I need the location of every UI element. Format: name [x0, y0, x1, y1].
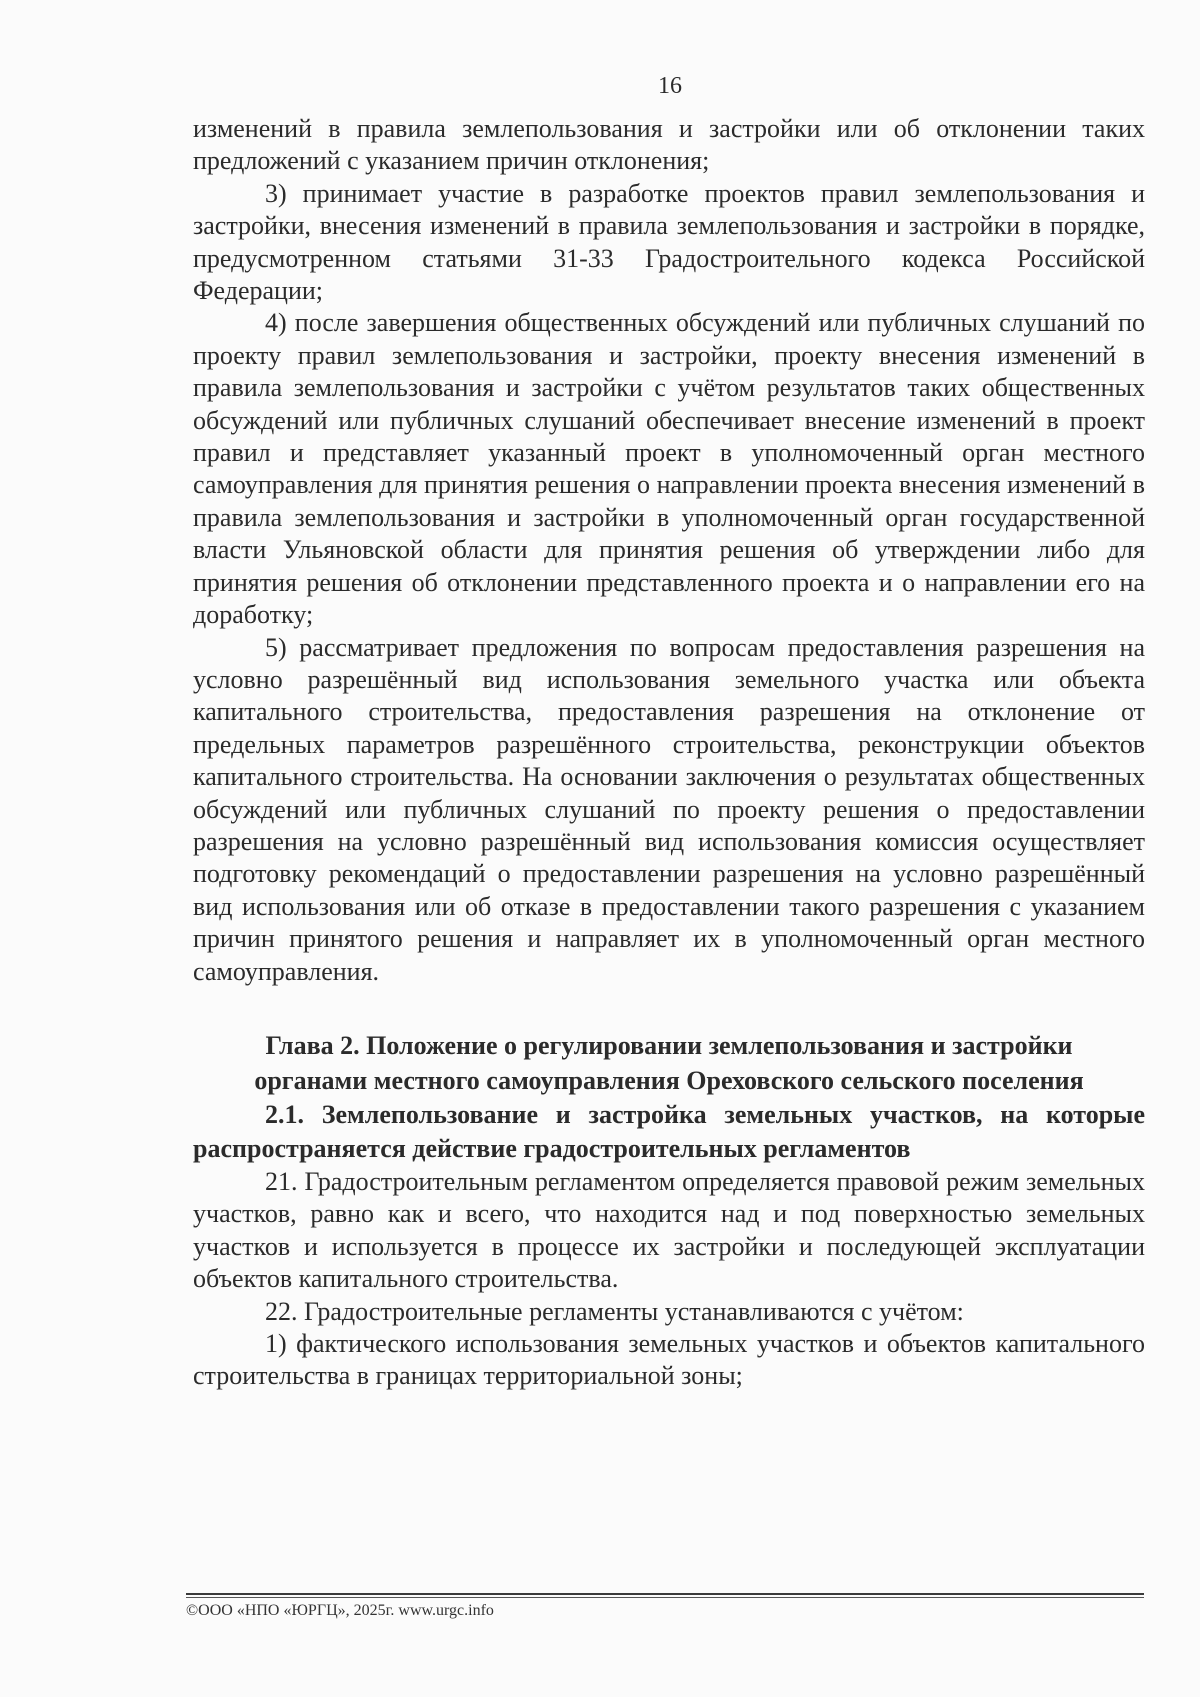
- section-heading: 2.1. Землепользование и застройка земельных участков, на которые распространяется действие градостроительных регламентов: [193, 1099, 1145, 1163]
- chapter-heading-line1: Глава 2. Положение о регулировании землепользования и застройки: [265, 1030, 1073, 1060]
- chapter-heading-line2: органами местного самоуправления Ореховского сельского поселения: [254, 1065, 1084, 1095]
- chapter-heading: [193, 1028, 1145, 1098]
- page-content: [193, 113, 1145, 1393]
- list-item-1: 1) фактического использования земельных участков и объектов капитального строительства в границах территориальной зоны;: [193, 1329, 1145, 1391]
- paragraph-continuation: изменений в правила землепользования и застройки или об отклонении таких предложений с указанием причин отклонения;: [193, 114, 1145, 176]
- footer-copyright: ©ООО «НПО «ЮРГЦ», 2025г. www.urgc.info: [186, 1602, 494, 1619]
- page-number: 16: [658, 73, 682, 99]
- footer-divider: [186, 1593, 1144, 1595]
- paragraph-21: 21. Градостроительным регламентом определяется правовой режим земельных участков, равно как и всего, что находится над и под поверхностью земельных участков и используется в процессе их застройки и последующей эксплуатации объектов капитального строительства.: [193, 1166, 1145, 1294]
- list-item-5: 5) рассматривает предложения по вопросам предоставления разрешения на условно разрешённый вид использования земельного участка или объекта капитального строительства, предоставления разрешения на отклонение от предельных параметров разрешённого строительства, реконструкции объектов капитального строительства. На основании заключения о результатах общественных обсуждений или публичных слушаний по проекту решения о предоставлении разрешения на условно разрешённый вид использования комиссия осуществляет подготовку рекомендаций о предоставлении разрешения на условно разрешённый вид использования или об отказе в предоставлении такого разрешения с указанием причин принятого решения и направляет их в уполномоченный орган местного самоуправления.: [193, 632, 1145, 986]
- footer-divider-thin: [186, 1597, 1144, 1598]
- paragraph-22: 22. Градостроительные регламенты устанавливаются с учётом:: [265, 1296, 964, 1326]
- list-item-4: 4) после завершения общественных обсуждений или публичных слушаний по проекту правил землепользования и застройки, проекту внесения изменений в правила землепользования и застройки с учётом результатов таких общественных обсуждений или публичных слушаний обеспечивает внесение изменений в проект правил и представляет указанный проект в уполномоченный орган местного самоуправления для принятия решения о направлении проекта внесения изменений в правила землепользования и застройки в уполномоченный орган государственной власти Ульяновской области для принятия решения об утверждении либо для принятия решения об отклонении представленного проекта и о направлении его на доработку;: [193, 308, 1145, 630]
- list-item-3: 3) принимает участие в разработке проектов правил землепользования и застройки, внесения изменений в правила землепользования и застройки в порядке, предусмотренном статьями 31-33 Градостроительного кодекса Российской Федерации;: [193, 178, 1145, 306]
